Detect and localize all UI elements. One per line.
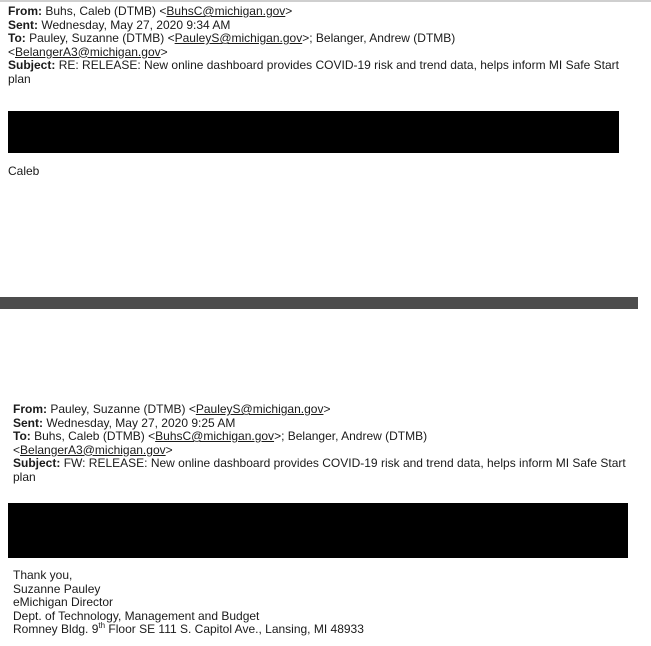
sent-label: Sent: <box>8 17 38 32</box>
sent-value: Wednesday, May 27, 2020 9:25 AM <box>46 415 236 430</box>
to-mid: >; Belanger, Andrew (DTMB) <box>302 31 456 45</box>
message-divider <box>0 297 638 309</box>
subject-line <box>13 457 628 484</box>
sig-address-sup: th <box>98 621 106 630</box>
email-message-forward <box>13 402 638 636</box>
sent-value: Wednesday, May 27, 2020 9:34 AM <box>41 17 231 32</box>
email-message-reply <box>8 4 638 178</box>
to-close: > <box>160 44 168 59</box>
sig-address <box>13 623 364 637</box>
to-name: Pauley, Suzanne (DTMB) < <box>29 31 175 45</box>
sig-name: Suzanne Pauley <box>13 581 101 596</box>
from-name: Pauley, Suzanne (DTMB) < <box>50 402 196 416</box>
sig-address-pre: Romney Bldg. 9 <box>13 622 99 636</box>
sig-dept: Dept. of Technology, Management and Budget <box>13 608 260 623</box>
to-email-link-2[interactable]: BelangerA3@michigan.gov <box>20 442 166 457</box>
from-line <box>13 403 638 417</box>
sig-address-post: Floor SE 111 S. Capitol Ave., Lansing, MI 48933 <box>105 622 364 636</box>
subject-line <box>8 59 623 86</box>
from-close: > <box>323 402 331 416</box>
to-line <box>8 32 638 46</box>
from-close: > <box>285 4 293 18</box>
to-label: To: <box>8 31 26 45</box>
to-open: < <box>13 442 21 457</box>
sent-label: Sent: <box>13 415 43 430</box>
sig-closing: Thank you, <box>13 568 73 582</box>
from-email-link[interactable]: PauleyS@michigan.gov <box>195 402 324 416</box>
subject-value: FW: RELEASE: New online dashboard provides COVID-19 risk and trend data, helps inform MI Safe Start plan <box>13 456 626 484</box>
redaction-block <box>8 111 619 153</box>
to-label: To: <box>13 429 31 443</box>
to-name: Buhs, Caleb (DTMB) < <box>34 429 156 443</box>
body-signoff: Caleb <box>8 164 40 178</box>
from-email-link[interactable]: BuhsC@michigan.gov <box>166 4 286 18</box>
subject-label: Subject: <box>8 58 56 72</box>
sent-line <box>13 417 638 431</box>
to-mid: >; Belanger, Andrew (DTMB) <box>274 429 428 443</box>
signature-block <box>13 569 364 637</box>
to-email-link[interactable]: PauleyS@michigan.gov <box>174 31 303 45</box>
from-line <box>8 5 638 19</box>
cc-line <box>8 46 638 60</box>
sig-title: eMichigan Director <box>13 595 114 609</box>
to-open: < <box>8 44 16 59</box>
from-name: Buhs, Caleb (DTMB) < <box>45 4 167 18</box>
to-close: > <box>165 442 173 457</box>
top-border-line <box>0 0 651 2</box>
sent-line <box>8 19 638 33</box>
cc-line <box>13 444 638 458</box>
redaction-block <box>8 503 628 558</box>
from-label: From: <box>13 402 47 416</box>
to-email-link-2[interactable]: BelangerA3@michigan.gov <box>15 44 161 59</box>
to-email-link[interactable]: BuhsC@michigan.gov <box>155 429 275 443</box>
from-label: From: <box>8 4 42 18</box>
subject-label: Subject: <box>13 456 61 470</box>
subject-value: RE: RELEASE: New online dashboard provides COVID-19 risk and trend data, helps inform MI Safe Start plan <box>8 58 619 86</box>
to-line <box>13 430 638 444</box>
